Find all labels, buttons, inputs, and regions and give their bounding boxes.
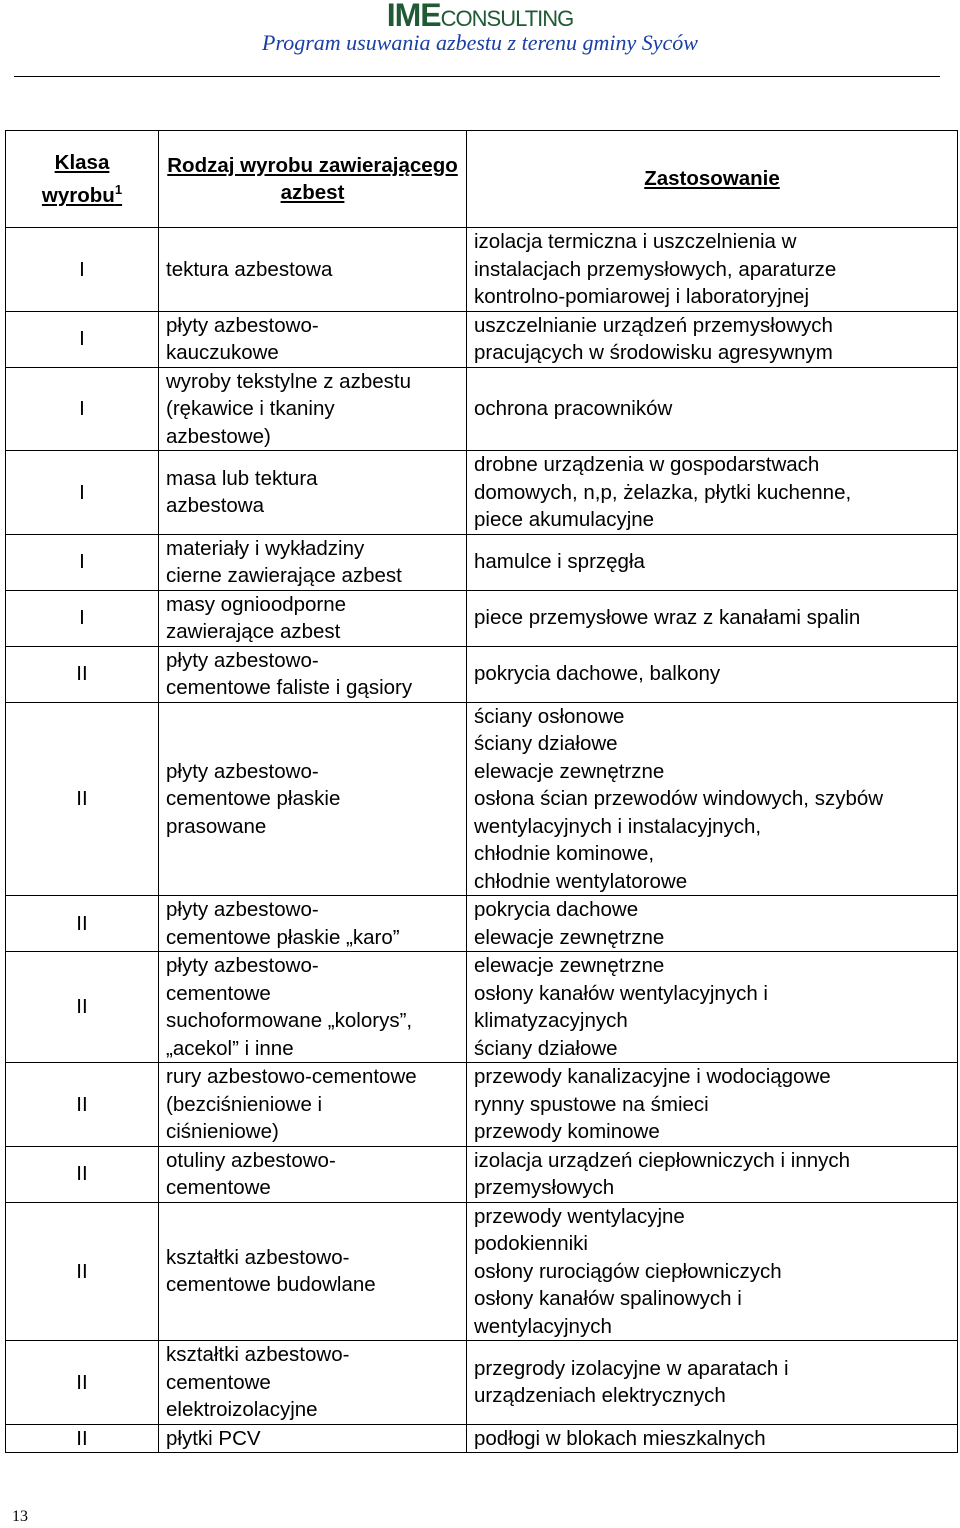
cell-line: płytki PCV [166,1426,261,1450]
cell-application [467,896,958,952]
cell-line: płyty azbestowo- [166,954,319,977]
cell-line: ciśnieniowe) [166,1120,279,1143]
table-row [6,311,958,367]
company-logo [0,0,960,33]
cell-product-type [159,590,467,646]
header-product-type: Rodzaj wyrobu zawierającego azbest [159,131,467,228]
cell-product-type [159,451,467,535]
cell-line: podokienniki [474,1232,588,1255]
cell-line: zawierające azbest [166,620,341,643]
cell-product-class: I [6,534,159,590]
cell-line: cementowe [166,1370,271,1394]
cell-product-class: II [6,702,159,896]
cell-line: otuliny azbestowo- [166,1148,336,1172]
table-row [6,228,958,312]
table-row [6,534,958,590]
cell-line: ochrona pracowników [474,397,673,420]
cell-application [467,590,958,646]
cell-line: elektroizolacyjne [166,1398,318,1421]
cell-line: chłodnie wentylatorowe [474,869,688,893]
table-row [6,896,958,952]
cell-product-class: I [6,228,159,312]
cell-line: przegrody izolacyjne w aparatach i [474,1356,789,1380]
cell-line: chłodnie kominowe, [474,842,655,865]
cell-line: klimatyzacyjnych [474,1009,628,1032]
table-row [6,646,958,702]
cell-line: kształtki azbestowo- [166,1343,350,1366]
cell-application [467,311,958,367]
cell-line: ściany działowe [474,1036,618,1060]
table-row [6,590,958,646]
cell-product-type [159,952,467,1063]
header-application: Zastosowanie [467,131,958,228]
cell-product-class: I [6,311,159,367]
cell-line: cementowe [166,1176,271,1199]
cell-line: elewacje zewnętrzne [474,759,665,783]
cell-line: przemysłowych [474,1176,615,1199]
cell-line: prasowane [166,814,267,838]
cell-line: osłony kanałów spalinowych i [474,1287,742,1310]
cell-application [467,1063,958,1147]
cell-line: drobne urządzenia w gospodarstwach [474,453,820,476]
cell-line: tektura azbestowa [166,257,333,281]
document-header-title: Program usuwania azbestu z terenu gminy Syców [262,30,698,55]
cell-line: hamulce i sprzęgła [474,550,645,574]
cell-product-class: II [6,1063,159,1147]
cell-product-class: II [6,1424,159,1453]
cell-line: wentylacyjnych i instalacyjnych, [474,814,762,838]
cell-product-class: I [6,367,159,451]
cell-line: osłony kanałów wentylacyjnych i [474,981,768,1005]
table-row [6,702,958,896]
header-product-class: Klasa wyrobu$^1$ [6,131,159,228]
cell-product-class: I [6,451,159,535]
cell-line: izolacja urządzeń ciepłowniczych i innych [474,1148,851,1172]
cell-application [467,1424,958,1453]
cell-product-type [159,367,467,451]
cell-line: (rękawice i tkaniny [166,397,335,420]
cell-line: cementowe [166,981,271,1005]
table-row [6,1424,958,1453]
cell-line: rury azbestowo-cementowe [166,1065,417,1088]
cell-line: masy ognioodporne [166,592,347,616]
cell-line: płyty azbestowo- [166,313,319,337]
cell-product-type [159,702,467,896]
cell-application [467,646,958,702]
table-header-row [6,131,958,228]
cell-line: domowych, n,p, żelazka, płytki kuchenne, [474,480,852,504]
cell-application [467,1341,958,1425]
cell-line: ściany osłonowe [474,704,625,728]
table-row [6,952,958,1063]
cell-line: masa lub tektura [166,466,318,490]
logo-sub-text: CONSULTING [440,6,574,31]
cell-product-type [159,311,467,367]
cell-line: kształtki azbestowo- [166,1245,350,1269]
cell-line: osłona ścian przewodów windowych, szybów [474,787,884,810]
cell-line: rynny spustowe na śmieci [474,1092,709,1116]
cell-line: przewody kanalizacyjne i wodociągowe [474,1065,831,1088]
cell-line: przewody kominowe [474,1120,660,1143]
cell-line: cierne zawierające azbest [166,564,402,587]
cell-line: cementowe płaskie „karo” [166,925,400,949]
table-row [6,1063,958,1147]
cell-line: płyty azbestowo- [166,759,319,783]
cell-line: ściany działowe [474,732,618,755]
cell-product-class: II [6,646,159,702]
cell-line: cementowe faliste i gąsiory [166,676,413,699]
cell-product-type [159,1063,467,1147]
table-row [6,1146,958,1202]
cell-line: (bezciśnieniowe i [166,1092,323,1116]
cell-line: kauczukowe [166,341,279,364]
table-row [6,1341,958,1425]
cell-product-type [159,896,467,952]
cell-line: cementowe budowlane [166,1273,376,1297]
cell-application [467,1146,958,1202]
cell-line: pokrycia dachowe [474,898,639,921]
cell-product-class: II [6,952,159,1063]
cell-line: osłony rurociągów ciepłowniczych [474,1259,782,1283]
table-row [6,451,958,535]
cell-line: piece akumulacyjne [474,508,655,531]
cell-line: podłogi w blokach mieszkalnych [474,1426,766,1450]
cell-line: przewody wentylacyjne [474,1204,685,1228]
cell-application [467,451,958,535]
cell-product-type [159,646,467,702]
cell-line: piece przemysłowe wraz z kanałami spalin [474,606,861,630]
table-body [6,228,958,1453]
cell-application [467,702,958,896]
asbestos-products-table [5,130,958,1453]
cell-product-class: II [6,1202,159,1341]
cell-product-type [159,1202,467,1341]
header-divider [14,76,940,77]
cell-line: pracujących w środowisku agresywnym [474,341,833,364]
logo-main-text: IME [386,0,441,33]
cell-line: elewacje zewnętrzne [474,954,665,977]
cell-line: cementowe płaskie [166,787,341,810]
cell-line: pokrycia dachowe, balkony [474,662,721,686]
cell-line: azbestowa [166,494,265,518]
cell-line: instalacjach przemysłowych, aparaturze [474,257,837,281]
cell-application [467,1202,958,1341]
cell-line: uszczelnianie urządzeń przemysłowych [474,313,833,337]
cell-line: „acekol” i inne [166,1036,294,1060]
cell-application [467,534,958,590]
cell-line: wentylacyjnych [474,1314,612,1338]
table-row [6,1202,958,1341]
cell-line: urządzeniach elektrycznych [474,1384,726,1408]
cell-product-class: II [6,1146,159,1202]
cell-line: izolacja termiczna i uszczelnienia w [474,230,797,253]
cell-line: płyty azbestowo- [166,648,319,672]
cell-application [467,367,958,451]
cell-product-class: I [6,590,159,646]
cell-product-type [159,1341,467,1425]
cell-product-type [159,228,467,312]
cell-product-type [159,534,467,590]
cell-product-class: II [6,1341,159,1425]
table-row [6,367,958,451]
cell-product-type [159,1146,467,1202]
cell-product-type [159,1424,467,1453]
page-number: 13 [12,1508,28,1525]
cell-application [467,952,958,1063]
cell-line: kontrolno-pomiarowej i laboratoryjnej [474,285,809,308]
cell-line: wyroby tekstylne z azbestu [166,369,411,393]
cell-line: suchoformowane „kolorys”, [166,1009,413,1032]
cell-product-class: II [6,896,159,952]
cell-application [467,228,958,312]
cell-line: azbestowe) [166,424,271,448]
cell-line: płyty azbestowo- [166,898,319,921]
cell-line: materiały i wykładziny [166,536,365,560]
cell-line: elewacje zewnętrzne [474,925,665,949]
